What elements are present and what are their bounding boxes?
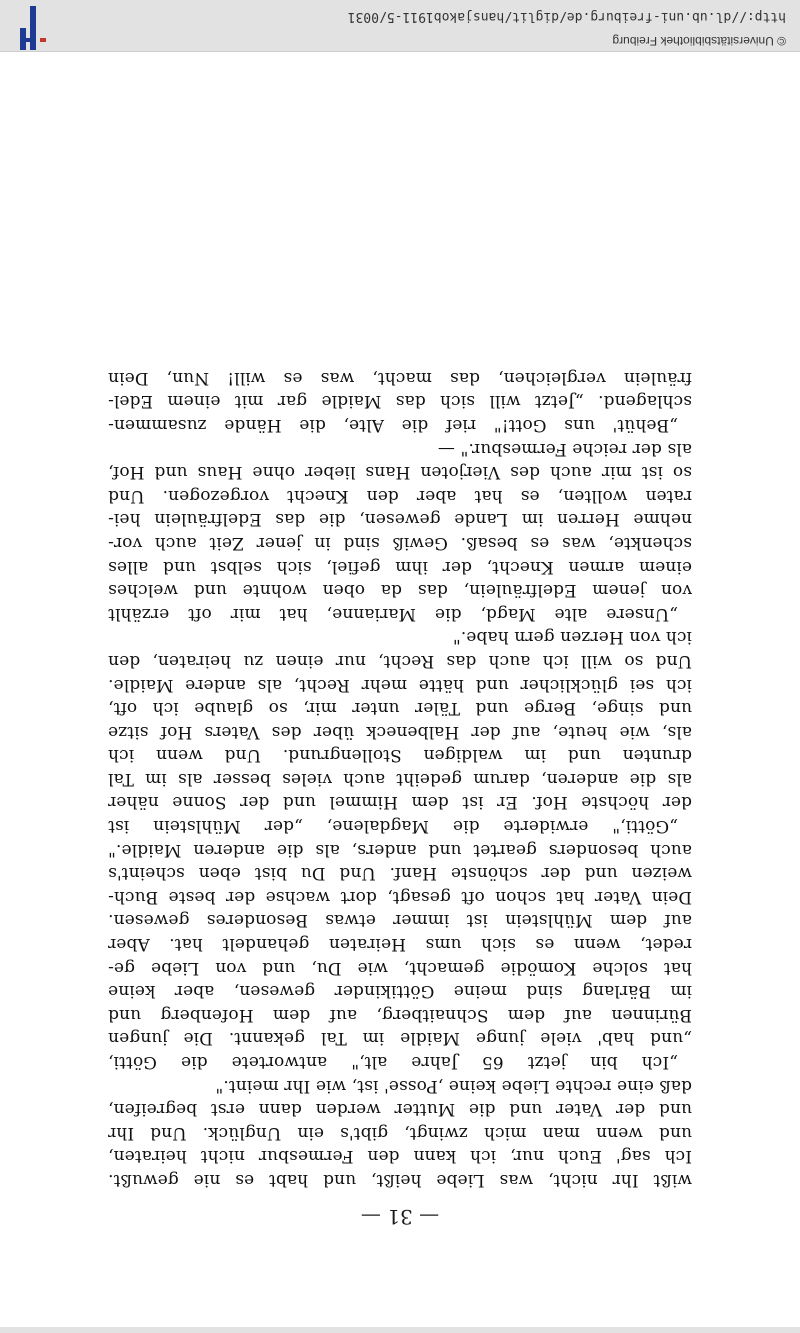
copyright-notice: © Universitätsbibliothek Freiburg — [612, 34, 786, 48]
text-line: Dein Vater hat schon oft gesagt, dort wachse der beste Buch- — [108, 886, 692, 907]
top-edge-strip — [0, 1327, 800, 1333]
text-line: als, wie heute, auf der Halbeneck über des Vaters Hof sitze — [108, 721, 692, 742]
text-line: Und so will ich auch das Recht, nur einen zu heiraten, den — [108, 650, 692, 671]
text-line: weizen und der schönste Hanf. Und Du bist eben scheint's — [108, 863, 692, 884]
viewer-footer-bar — [0, 0, 800, 52]
text-line: redet, wenn es sich ums Heiraten gehandelt hat. Aber — [108, 934, 692, 955]
text-line: schenkte, was es besaß. Gewiß sind in jener Zeit auch vor- — [108, 532, 692, 553]
text-line: daß eine rechte Liebe keine ,Posse' ist, wie Ihr meint." — [215, 1075, 692, 1096]
text-line: „Ich bin jetzt 65 Jahre alt," antwortete die Götti, — [108, 1052, 678, 1073]
ub-freiburg-logo-icon[interactable] — [18, 6, 48, 50]
text-line: als die anderen, darum gedeiht auch vieles besser als im Tal — [108, 768, 692, 789]
text-line: „und hab' viele junge Maidle im Tal gekannt. Die jungen — [108, 1028, 692, 1049]
page-number: — 31 — — [360, 1205, 440, 1229]
text-line: raten wollten, es hat aber den Knecht vorgezogen. Und — [108, 485, 692, 506]
text-line: einem armen Knecht, der ihm gefiel, sich selbst und alles — [108, 556, 692, 577]
text-line: auf dem Mühlstein ist immer etwas Besonderes gewesen. — [108, 910, 692, 931]
text-line: fräulein vergleichen, das macht, was es will! Nun, Dein — [108, 367, 692, 388]
text-line: Ich sag' Euch nur, ich kann den Fermesbur nicht heiraten, — [108, 1146, 692, 1167]
text-line: hat solche Komödie gemacht, wie Du, und von Liebe ge- — [108, 957, 692, 978]
text-line: „Behüt' uns Gott!" rief die Alte, die Hände zusammen- — [108, 415, 678, 435]
text-line: drunten und im waldigen Stollengrund. Und wenn ich — [108, 745, 692, 766]
text-line: von jenem Edelfräulein, das da oben wohnte und welches — [108, 580, 692, 601]
text-line: und singe, Berge und Täler unter mir, so glaube ich oft, — [108, 698, 692, 719]
text-line: und wenn man mich zwingt, gibt's ein Unglück. Und Ihr — [108, 1122, 692, 1143]
text-line: als der reiche Fermesbur." — — [437, 438, 692, 459]
text-line: Bürinnen auf dem Schnaitberg, auf dem Hofenberg und — [108, 1004, 692, 1025]
text-line: der höchste Hof. Er ist dem Himmel und der Sonne näher — [108, 792, 692, 813]
text-line: ich sei glücklicher und hätte mehr Recht, als andere Maidle. — [108, 674, 692, 695]
source-url-link[interactable]: http://dl.ub.uni-freiburg.de/diglit/hansjakob1911-5/0031 — [347, 9, 786, 24]
text-line: nehme Herren im Lande gewesen, die das Edelfräulein hei- — [108, 509, 692, 530]
text-line: und der Vater und die Mutter werden dann erst begreifen, — [108, 1099, 692, 1120]
text-line: ich von Herzen gern habe." — [452, 627, 692, 648]
page-text-body — [108, 365, 692, 1191]
text-line: wißt Ihr nicht, was Liebe heißt, und habt es nie gewußt. — [108, 1170, 692, 1190]
text-line: „Götti," erwiderte die Magdalene, „der Mühlstein ist — [108, 816, 678, 837]
text-line: „Unsere alte Magd, die Marianne, hat mir oft erzählt — [108, 603, 678, 624]
text-line: schlagend. „Jetzt will sich das Maidle gar mit einem Edel- — [108, 391, 692, 412]
text-line: so ist mir auch des Vierjoten Hans lieber ohne Haus und Hof, — [108, 462, 692, 483]
text-line: im Bärlang sind meine Göttikinder gewesen, aber keine — [108, 981, 692, 1002]
text-line: auch besonders geartet und anders, als die anderen Maidle." — [108, 839, 692, 860]
